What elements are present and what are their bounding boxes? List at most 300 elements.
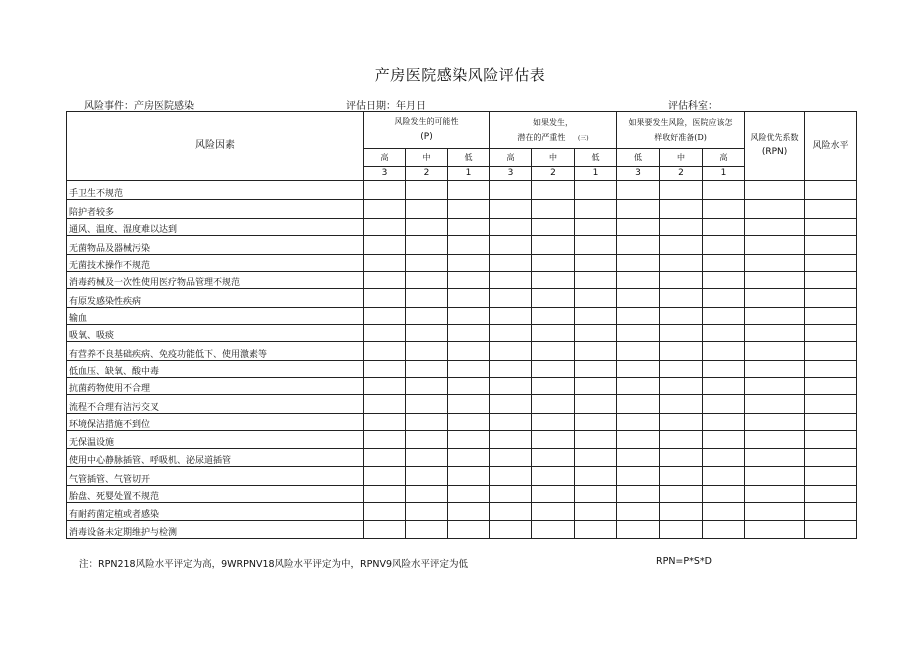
rpn-cell[interactable] bbox=[745, 503, 805, 521]
score-input-cell[interactable] bbox=[448, 361, 490, 378]
score-input-cell[interactable] bbox=[575, 255, 617, 272]
score-input-cell[interactable] bbox=[575, 272, 617, 289]
score-input-cell[interactable] bbox=[617, 467, 660, 486]
score-input-cell[interactable] bbox=[490, 200, 532, 219]
score-input-cell[interactable] bbox=[364, 521, 406, 539]
page-title: 产房医院感染风险评估表 bbox=[374, 66, 546, 84]
level-header-cell: 中 bbox=[406, 149, 448, 167]
score-input-cell[interactable] bbox=[660, 255, 703, 272]
score-input-cell[interactable] bbox=[703, 486, 745, 503]
score-header-cell: 1 bbox=[703, 167, 745, 181]
assessment-date-label: 评估日期：年月日 bbox=[346, 101, 426, 112]
score-input-cell[interactable] bbox=[406, 272, 448, 289]
rpn-formula: RPN=P*S*D bbox=[656, 556, 712, 567]
score-input-cell[interactable] bbox=[703, 414, 745, 431]
risk-factor-cell: 消毒药械及一次性使用医疗物品管理不规范 bbox=[67, 272, 364, 289]
risk-event-label: 风险事件：产房医院感染 bbox=[84, 101, 194, 112]
score-input-cell[interactable] bbox=[364, 431, 406, 449]
score-input-cell[interactable] bbox=[575, 308, 617, 325]
severity-header-text2: 潜在的严重性 bbox=[517, 133, 566, 142]
table-row bbox=[67, 414, 857, 431]
table-row bbox=[67, 325, 857, 342]
score-input-cell[interactable] bbox=[617, 219, 660, 236]
score-input-cell[interactable] bbox=[532, 361, 575, 378]
severity-header-text1: 如果发生， bbox=[533, 117, 574, 127]
score-input-cell[interactable] bbox=[532, 181, 575, 200]
score-input-cell[interactable] bbox=[406, 395, 448, 414]
probability-header-text: 风险发生的可能性 bbox=[394, 116, 459, 126]
risk-factor-cell: 无菌物品及器械污染 bbox=[67, 236, 364, 255]
score-input-cell[interactable] bbox=[364, 325, 406, 342]
risk-factor-cell: 手卫生不规范 bbox=[67, 181, 364, 200]
score-input-cell[interactable] bbox=[364, 467, 406, 486]
table-row bbox=[67, 378, 857, 395]
score-input-cell[interactable] bbox=[532, 486, 575, 503]
risk-level-cell[interactable] bbox=[805, 521, 857, 539]
score-header-cell: 2 bbox=[406, 167, 448, 181]
level-header-cell: 中 bbox=[660, 149, 703, 167]
score-input-cell[interactable] bbox=[575, 395, 617, 414]
score-input-cell[interactable] bbox=[448, 414, 490, 431]
risk-level-cell[interactable] bbox=[805, 289, 857, 308]
score-input-cell[interactable] bbox=[703, 325, 745, 342]
score-input-cell[interactable] bbox=[406, 200, 448, 219]
score-input-cell[interactable] bbox=[406, 503, 448, 521]
rpn-header-code: (RPN) bbox=[761, 147, 788, 158]
risk-level-cell[interactable] bbox=[805, 414, 857, 431]
score-input-cell[interactable] bbox=[703, 236, 745, 255]
score-input-cell[interactable] bbox=[364, 414, 406, 431]
score-input-cell[interactable] bbox=[532, 342, 575, 361]
score-header-cell: 1 bbox=[448, 167, 490, 181]
risk-factor-cell: 有耐药菌定植或者感染 bbox=[67, 503, 364, 521]
risk-level-cell[interactable] bbox=[805, 308, 857, 325]
table-row bbox=[67, 236, 857, 255]
score-input-cell[interactable] bbox=[660, 308, 703, 325]
table-row bbox=[67, 486, 857, 503]
rpn-cell[interactable] bbox=[745, 325, 805, 342]
rpn-cell[interactable] bbox=[745, 486, 805, 503]
score-input-cell[interactable] bbox=[364, 200, 406, 219]
score-input-cell[interactable] bbox=[575, 219, 617, 236]
score-input-cell[interactable] bbox=[532, 449, 575, 467]
rpn-cell[interactable] bbox=[745, 219, 805, 236]
score-input-cell[interactable] bbox=[617, 521, 660, 539]
score-input-cell[interactable] bbox=[575, 503, 617, 521]
score-input-cell[interactable] bbox=[660, 361, 703, 378]
score-input-cell[interactable] bbox=[364, 181, 406, 200]
rpn-cell[interactable] bbox=[745, 272, 805, 289]
score-input-cell[interactable] bbox=[406, 255, 448, 272]
score-input-cell[interactable] bbox=[406, 308, 448, 325]
score-input-cell[interactable] bbox=[532, 236, 575, 255]
score-input-cell[interactable] bbox=[575, 342, 617, 361]
score-input-cell[interactable] bbox=[448, 395, 490, 414]
rpn-cell[interactable] bbox=[745, 289, 805, 308]
score-input-cell[interactable] bbox=[490, 431, 532, 449]
rpn-cell[interactable] bbox=[745, 414, 805, 431]
score-input-cell[interactable] bbox=[406, 181, 448, 200]
score-input-cell[interactable] bbox=[448, 342, 490, 361]
risk-factor-cell: 输血 bbox=[67, 308, 364, 325]
rpn-cell[interactable] bbox=[745, 521, 805, 539]
severity-header bbox=[490, 112, 617, 149]
score-input-cell[interactable] bbox=[703, 342, 745, 361]
score-input-cell[interactable] bbox=[448, 272, 490, 289]
score-input-cell[interactable] bbox=[660, 467, 703, 486]
risk-level-cell[interactable] bbox=[805, 342, 857, 361]
footnote bbox=[79, 556, 468, 570]
score-input-cell[interactable] bbox=[617, 255, 660, 272]
score-input-cell[interactable] bbox=[406, 449, 448, 467]
score-input-cell[interactable] bbox=[617, 486, 660, 503]
score-input-cell[interactable] bbox=[490, 467, 532, 486]
score-input-cell[interactable] bbox=[617, 181, 660, 200]
score-input-cell[interactable] bbox=[575, 181, 617, 200]
score-input-cell[interactable] bbox=[364, 395, 406, 414]
readiness-header-text: 如果要发生风险，医院应该怎 bbox=[628, 117, 733, 127]
score-input-cell[interactable] bbox=[575, 414, 617, 431]
level-header-cell: 高 bbox=[490, 149, 532, 167]
risk-factor-cell: 陪护者较多 bbox=[67, 200, 364, 219]
score-input-cell[interactable] bbox=[617, 361, 660, 378]
risk-factor-cell: 抗菌药物使用不合理 bbox=[67, 378, 364, 395]
score-input-cell[interactable] bbox=[364, 236, 406, 255]
score-input-cell[interactable] bbox=[532, 308, 575, 325]
score-input-cell[interactable] bbox=[703, 395, 745, 414]
score-input-cell[interactable] bbox=[660, 289, 703, 308]
score-input-cell[interactable] bbox=[406, 378, 448, 395]
score-input-cell[interactable] bbox=[490, 378, 532, 395]
risk-factor-cell: 消毒设备未定期维护与检测 bbox=[67, 521, 364, 539]
level-header-cell: 中 bbox=[532, 149, 575, 167]
table-row bbox=[67, 467, 857, 486]
score-input-cell[interactable] bbox=[406, 414, 448, 431]
score-input-cell[interactable] bbox=[490, 272, 532, 289]
risk-factor-cell: 气管插管、气管切开 bbox=[67, 467, 364, 486]
table-row bbox=[67, 255, 857, 272]
score-input-cell[interactable] bbox=[617, 378, 660, 395]
score-input-cell[interactable] bbox=[660, 503, 703, 521]
score-input-cell[interactable] bbox=[406, 486, 448, 503]
risk-factor-cell: 通风、温度、湿度难以达到 bbox=[67, 219, 364, 236]
score-input-cell[interactable] bbox=[575, 431, 617, 449]
score-input-cell[interactable] bbox=[703, 308, 745, 325]
score-input-cell[interactable] bbox=[703, 181, 745, 200]
score-input-cell[interactable] bbox=[406, 431, 448, 449]
table-row bbox=[67, 431, 857, 449]
score-input-cell[interactable] bbox=[532, 503, 575, 521]
score-header-cell: 2 bbox=[660, 167, 703, 181]
score-input-cell[interactable] bbox=[575, 378, 617, 395]
score-input-cell[interactable] bbox=[406, 219, 448, 236]
risk-factor-cell: 吸氧、吸痰 bbox=[67, 325, 364, 342]
score-input-cell[interactable] bbox=[490, 521, 532, 539]
rpn-header-text: 风险优先系数 bbox=[750, 133, 799, 143]
score-input-cell[interactable] bbox=[448, 308, 490, 325]
score-input-cell[interactable] bbox=[703, 219, 745, 236]
score-input-cell[interactable] bbox=[660, 200, 703, 219]
risk-level-cell[interactable] bbox=[805, 486, 857, 503]
risk-level-cell[interactable] bbox=[805, 200, 857, 219]
score-input-cell[interactable] bbox=[406, 467, 448, 486]
readiness-header bbox=[617, 112, 745, 149]
score-input-cell[interactable] bbox=[660, 378, 703, 395]
rpn-cell[interactable] bbox=[745, 449, 805, 467]
score-input-cell[interactable] bbox=[448, 325, 490, 342]
table-row bbox=[67, 449, 857, 467]
risk-level-cell[interactable] bbox=[805, 378, 857, 395]
score-input-cell[interactable] bbox=[406, 521, 448, 539]
rpn-cell[interactable] bbox=[745, 395, 805, 414]
rpn-cell[interactable] bbox=[745, 236, 805, 255]
probability-header-code: (P) bbox=[420, 132, 433, 143]
score-input-cell[interactable] bbox=[364, 289, 406, 308]
score-input-cell[interactable] bbox=[490, 289, 532, 308]
score-input-cell[interactable] bbox=[660, 181, 703, 200]
level-header-cell: 高 bbox=[364, 149, 406, 167]
score-input-cell[interactable] bbox=[532, 289, 575, 308]
risk-level-cell[interactable] bbox=[805, 255, 857, 272]
risk-factor-header: 风险因素 bbox=[67, 112, 364, 181]
score-input-cell[interactable] bbox=[490, 181, 532, 200]
score-input-cell[interactable] bbox=[490, 236, 532, 255]
score-input-cell[interactable] bbox=[448, 486, 490, 503]
score-input-cell[interactable] bbox=[660, 449, 703, 467]
rpn-cell[interactable] bbox=[745, 255, 805, 272]
score-input-cell[interactable] bbox=[617, 325, 660, 342]
score-input-cell[interactable] bbox=[490, 219, 532, 236]
score-input-cell[interactable] bbox=[660, 431, 703, 449]
score-input-cell[interactable] bbox=[575, 200, 617, 219]
table-row bbox=[67, 219, 857, 236]
score-input-cell[interactable] bbox=[406, 325, 448, 342]
score-input-cell[interactable] bbox=[575, 361, 617, 378]
score-input-cell[interactable] bbox=[660, 272, 703, 289]
rpn-cell[interactable] bbox=[745, 181, 805, 200]
score-input-cell[interactable] bbox=[703, 361, 745, 378]
score-input-cell[interactable] bbox=[532, 272, 575, 289]
table-row bbox=[67, 342, 857, 361]
risk-level-cell[interactable] bbox=[805, 395, 857, 414]
score-input-cell[interactable] bbox=[617, 200, 660, 219]
level-header-cell: 高 bbox=[703, 149, 745, 167]
risk-factor-cell: 有营养不良基础疾病、免疫功能低下、使用激素等 bbox=[67, 342, 364, 361]
score-input-cell[interactable] bbox=[617, 395, 660, 414]
table-row bbox=[67, 503, 857, 521]
table-row bbox=[67, 308, 857, 325]
score-input-cell[interactable] bbox=[703, 431, 745, 449]
risk-level-cell[interactable] bbox=[805, 272, 857, 289]
score-header-cell: 3 bbox=[617, 167, 660, 181]
table-row bbox=[67, 200, 857, 219]
score-input-cell[interactable] bbox=[448, 521, 490, 539]
score-input-cell[interactable] bbox=[575, 486, 617, 503]
score-input-cell[interactable] bbox=[532, 467, 575, 486]
score-header-cell: 3 bbox=[364, 167, 406, 181]
footnote-prefix: 注： bbox=[79, 559, 99, 570]
score-input-cell[interactable] bbox=[364, 449, 406, 467]
risk-factor-cell: 低血压、缺氧、酸中毒 bbox=[67, 361, 364, 378]
score-input-cell[interactable] bbox=[532, 219, 575, 236]
score-input-cell[interactable] bbox=[575, 325, 617, 342]
score-input-cell[interactable] bbox=[406, 361, 448, 378]
score-input-cell[interactable] bbox=[532, 200, 575, 219]
score-input-cell[interactable] bbox=[490, 449, 532, 467]
score-input-cell[interactable] bbox=[617, 414, 660, 431]
score-input-cell[interactable] bbox=[617, 289, 660, 308]
level-header-cell: 低 bbox=[448, 149, 490, 167]
risk-factor-cell: 使用中心静脉插管、呼吸机、泌尿道插管 bbox=[67, 449, 364, 467]
rpn-cell[interactable] bbox=[745, 361, 805, 378]
table-row bbox=[67, 272, 857, 289]
score-input-cell[interactable] bbox=[575, 449, 617, 467]
score-header-cell: 2 bbox=[532, 167, 575, 181]
score-input-cell[interactable] bbox=[617, 342, 660, 361]
score-input-cell[interactable] bbox=[448, 289, 490, 308]
severity-header-code: (三) bbox=[577, 135, 589, 142]
score-input-cell[interactable] bbox=[703, 255, 745, 272]
score-input-cell[interactable] bbox=[490, 503, 532, 521]
score-input-cell[interactable] bbox=[364, 255, 406, 272]
score-input-cell[interactable] bbox=[490, 325, 532, 342]
score-input-cell[interactable] bbox=[364, 378, 406, 395]
score-input-cell[interactable] bbox=[575, 467, 617, 486]
score-input-cell[interactable] bbox=[532, 255, 575, 272]
score-input-cell[interactable] bbox=[617, 272, 660, 289]
risk-level-header: 风险水平 bbox=[805, 112, 857, 181]
score-input-cell[interactable] bbox=[532, 395, 575, 414]
table-row bbox=[67, 289, 857, 308]
score-input-cell[interactable] bbox=[660, 342, 703, 361]
risk-level-cell[interactable] bbox=[805, 325, 857, 342]
score-input-cell[interactable] bbox=[660, 325, 703, 342]
score-input-cell[interactable] bbox=[448, 255, 490, 272]
risk-level-cell[interactable] bbox=[805, 503, 857, 521]
score-input-cell[interactable] bbox=[660, 521, 703, 539]
score-input-cell[interactable] bbox=[364, 272, 406, 289]
risk-level-cell[interactable] bbox=[805, 467, 857, 486]
score-input-cell[interactable] bbox=[703, 467, 745, 486]
score-header-cell: 3 bbox=[490, 167, 532, 181]
score-header-cell: 1 bbox=[575, 167, 617, 181]
rpn-cell[interactable] bbox=[745, 378, 805, 395]
score-input-cell[interactable] bbox=[448, 236, 490, 255]
footnote-text: RPN218风险水平评定为高，9WRPNV18风险水平评定为中，RPNV9风险水平评定为低 bbox=[98, 559, 469, 570]
risk-level-cell[interactable] bbox=[805, 449, 857, 467]
score-input-cell[interactable] bbox=[364, 308, 406, 325]
risk-level-cell[interactable] bbox=[805, 431, 857, 449]
score-input-cell[interactable] bbox=[532, 378, 575, 395]
score-input-cell[interactable] bbox=[448, 181, 490, 200]
score-input-cell[interactable] bbox=[406, 342, 448, 361]
score-input-cell[interactable] bbox=[448, 503, 490, 521]
score-input-cell[interactable] bbox=[490, 486, 532, 503]
score-input-cell[interactable] bbox=[448, 378, 490, 395]
rpn-cell[interactable] bbox=[745, 431, 805, 449]
score-input-cell[interactable] bbox=[617, 503, 660, 521]
rpn-cell[interactable] bbox=[745, 342, 805, 361]
score-input-cell[interactable] bbox=[617, 236, 660, 255]
score-input-cell[interactable] bbox=[575, 289, 617, 308]
score-input-cell[interactable] bbox=[532, 325, 575, 342]
risk-level-cell[interactable] bbox=[805, 236, 857, 255]
rpn-cell[interactable] bbox=[745, 200, 805, 219]
score-input-cell[interactable] bbox=[660, 219, 703, 236]
risk-factor-cell: 无保温设施 bbox=[67, 431, 364, 449]
score-input-cell[interactable] bbox=[703, 289, 745, 308]
score-input-cell[interactable] bbox=[575, 236, 617, 255]
score-input-cell[interactable] bbox=[532, 431, 575, 449]
risk-level-cell[interactable] bbox=[805, 181, 857, 200]
score-input-cell[interactable] bbox=[703, 449, 745, 467]
score-input-cell[interactable] bbox=[660, 236, 703, 255]
risk-factor-cell: 有原发感染性疾病 bbox=[67, 289, 364, 308]
score-input-cell[interactable] bbox=[703, 378, 745, 395]
score-input-cell[interactable] bbox=[490, 395, 532, 414]
score-input-cell[interactable] bbox=[575, 521, 617, 539]
risk-level-cell[interactable] bbox=[805, 219, 857, 236]
level-header-cell: 低 bbox=[575, 149, 617, 167]
score-input-cell[interactable] bbox=[703, 503, 745, 521]
score-input-cell[interactable] bbox=[660, 414, 703, 431]
score-input-cell[interactable] bbox=[617, 449, 660, 467]
score-input-cell[interactable] bbox=[364, 342, 406, 361]
risk-factor-cell: 胎盘、死婴处置不规范 bbox=[67, 486, 364, 503]
table-row bbox=[67, 361, 857, 378]
score-input-cell[interactable] bbox=[490, 342, 532, 361]
score-input-cell[interactable] bbox=[364, 361, 406, 378]
score-input-cell[interactable] bbox=[490, 255, 532, 272]
score-input-cell[interactable] bbox=[364, 503, 406, 521]
score-input-cell[interactable] bbox=[532, 414, 575, 431]
score-input-cell[interactable] bbox=[490, 414, 532, 431]
score-input-cell[interactable] bbox=[364, 219, 406, 236]
score-input-cell[interactable] bbox=[448, 431, 490, 449]
score-input-cell[interactable] bbox=[660, 395, 703, 414]
risk-factor-cell: 流程不合理有洁污交叉 bbox=[67, 395, 364, 414]
score-input-cell[interactable] bbox=[448, 449, 490, 467]
probability-header bbox=[364, 112, 490, 149]
score-input-cell[interactable] bbox=[532, 521, 575, 539]
table-row bbox=[67, 395, 857, 414]
department-label: 评估科室： bbox=[668, 101, 718, 112]
score-input-cell[interactable] bbox=[660, 486, 703, 503]
risk-factor-cell: 无菌技术操作不规范 bbox=[67, 255, 364, 272]
score-input-cell[interactable] bbox=[406, 236, 448, 255]
rpn-header bbox=[745, 112, 805, 181]
score-input-cell[interactable] bbox=[448, 219, 490, 236]
score-input-cell[interactable] bbox=[490, 361, 532, 378]
risk-level-cell[interactable] bbox=[805, 361, 857, 378]
score-input-cell[interactable] bbox=[703, 272, 745, 289]
score-input-cell[interactable] bbox=[448, 467, 490, 486]
risk-factor-cell: 环境保洁措施不到位 bbox=[67, 414, 364, 431]
level-header-cell: 低 bbox=[617, 149, 660, 167]
rpn-cell[interactable] bbox=[745, 308, 805, 325]
score-input-cell[interactable] bbox=[406, 289, 448, 308]
score-input-cell[interactable] bbox=[448, 200, 490, 219]
risk-assessment-table bbox=[66, 111, 857, 539]
table-row bbox=[67, 181, 857, 200]
score-input-cell[interactable] bbox=[364, 486, 406, 503]
rpn-cell[interactable] bbox=[745, 467, 805, 486]
score-input-cell[interactable] bbox=[490, 308, 532, 325]
score-input-cell[interactable] bbox=[703, 200, 745, 219]
score-input-cell[interactable] bbox=[617, 308, 660, 325]
score-input-cell[interactable] bbox=[617, 431, 660, 449]
score-input-cell[interactable] bbox=[703, 521, 745, 539]
